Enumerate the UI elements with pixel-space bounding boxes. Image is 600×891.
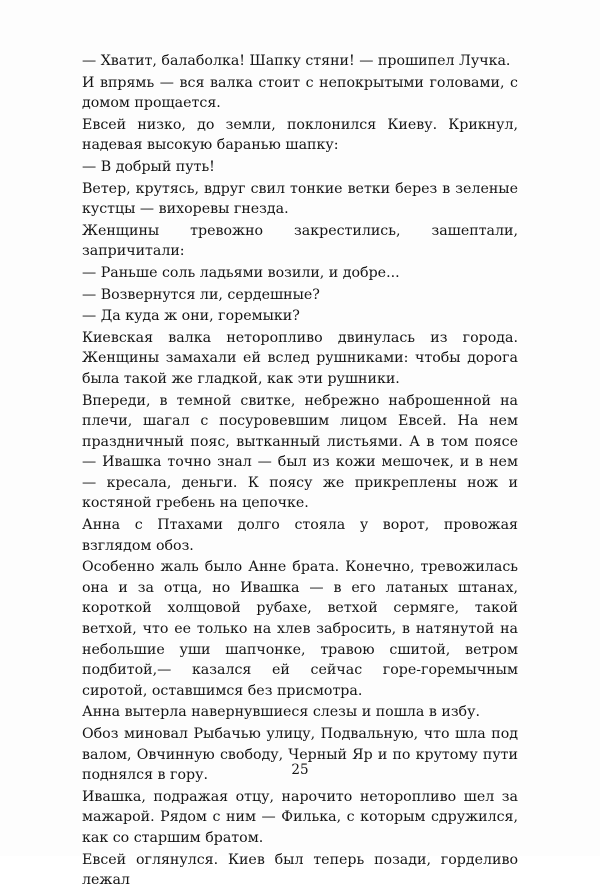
paragraph-3: Евсей низко, до земли, поклонился Киеву. Крикнул, надевая высокую баранью шапку: <box>82 116 518 154</box>
paragraph-7: — Раньше соль ладьями возили, и добре... <box>82 264 400 281</box>
paragraph-10: Киевская валка неторопливо двинулась из города. Женщины замахали ей вслед рушниками: чтобы дорога была такой же гладкой, как эти рушники. <box>82 329 518 387</box>
paragraph-2: И впрямь — вся валка стоит с непокрытыми головами, с домом прощается. <box>82 74 518 112</box>
paragraph-8: — Возвернутся ли, сердешные? <box>82 286 320 303</box>
paragraph-15: Обоз миновал Рыбачью улицу, Подвальную, что шла под валом, Овчинную свободу, Черный Яр и по крутому пути поднялся в гору. <box>82 726 518 784</box>
paragraph-4: — В добрый путь! <box>82 158 215 175</box>
page-number: 25 <box>291 762 309 778</box>
paragraph-6: Женщины тревожно закрестились, зашептали, запричитали: <box>82 222 518 260</box>
paragraph-5: Ветер, крутясь, вдруг свил тонкие ветки берез в зеленые кустцы — вихоревы гнезда. <box>82 180 518 218</box>
paragraph-14: Анна вытерла навернувшиеся слезы и пошла в избу. <box>82 704 480 721</box>
paragraph-9: — Да куда ж они, горемыки? <box>82 308 300 325</box>
paragraph-16: Ивашка, подражая отцу, нарочито неторопливо шел за мажарой. Рядом с ним — Филька, с которым сдружился, как со старшим братом. <box>82 788 518 846</box>
paragraph-1: — Хватит, балаболка! Шапку стяни! — прошипел Лучка. <box>82 53 511 69</box>
paragraph-17: Евсей оглянулся. Киев был теперь позади, горделиво лежал <box>82 851 518 889</box>
paragraph-11: Впереди, в темной свитке, небрежно наброшенной на плечи, шагал с посуровевшим лицом Евсей. На нем праздничный пояс, вытканный листьями. А в том поясе — Ивашка точно знал — был из кожи мешочек, и в нем — кресала, деньги. К поясу же прикреплены нож и костяной гребень на цепочке. <box>82 392 518 512</box>
paragraph-12: Анна с Птахами долго стояла у ворот, провожая взглядом обоз. <box>82 517 518 554</box>
paragraph-13: Особенно жаль было Анне брата. Конечно, тревожилась она и за отца, но Ивашка — в его латаных штанах, короткой холщовой рубахе, ветхой сермяге, такой ветхой, что ее только на хлев забросить, в натянутой на небольшие уши шапчонке, травою сшитой, ветром подбитой,— казался ей сейчас горе-горемычным сиротой, оставшимся без присмотра. <box>82 559 518 699</box>
